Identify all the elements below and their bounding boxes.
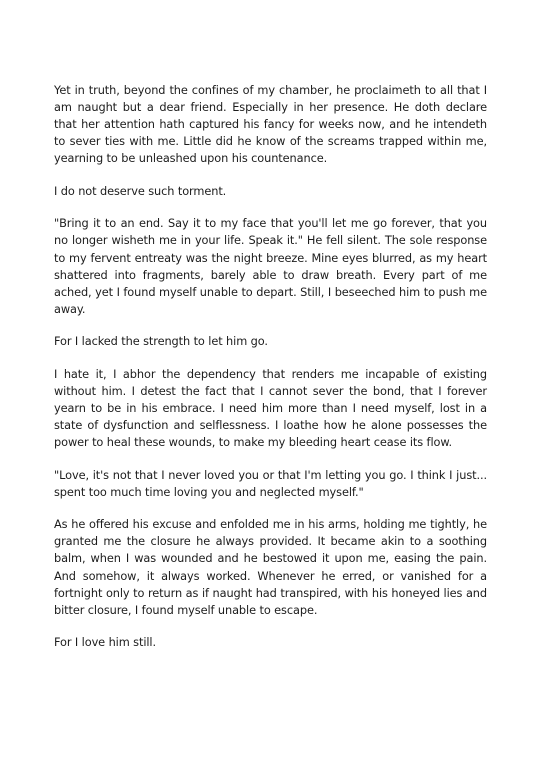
paragraph-7: As he offered his excuse and enfolded me in his arms, holding me tightly, he granted me the closure he always provided. It became akin to a soothing balm, when I was wounded and he bestowed it upon me, easing the pain. And somehow, it always worked. Whenever he erred, or vanished for a fortnight only to return as if naught had transpired, with his honeyed lies and bitter closure, I found myself unable to escape. [54, 517, 487, 617]
paragraph-1: Yet in truth, beyond the confines of my chamber, he proclaimeth to all that I am naught but a dear friend. Especially in her presence. He doth declare that her attention hath captured his fancy for weeks now, and he intendeth to sever ties with me. Little did he know of the screams trapped within me, yearning to be unleashed upon his countenance. [54, 83, 487, 166]
document-page [54, 82, 487, 667]
paragraph-3: "Bring it to an end. Say it to my face that you'll let me go forever, that you no longer wisheth me in your life. Speak it." He fell silent. The sole response to my fervent entreaty was the night breeze. Mine eyes blurred, as my heart shattered into fragments, barely able to draw breath. Every part of me ached, yet I found myself unable to depart. Still, I beseeched him to push me away. [54, 216, 487, 316]
paragraph-5: I hate it, I abhor the dependency that renders me incapable of existing without him. I detest the fact that I cannot sever the bond, that I forever yearn to be in his embrace. I need him more than I need myself, lost in a state of dysfunction and selflessness. I loathe how he alone possesses the power to heal these wounds, to make my bleeding heart cease its flow. [54, 366, 487, 450]
paragraph-4: For I lacked the strength to let him go. [54, 334, 268, 349]
paragraph-6: "Love, it's not that I never loved you or that I'm letting you go. I think I just... spent too much time loving you and neglected myself." [54, 467, 487, 499]
paragraph-8: For I love him still. [54, 635, 156, 650]
paragraph-2: I do not deserve such torment. [54, 183, 227, 198]
